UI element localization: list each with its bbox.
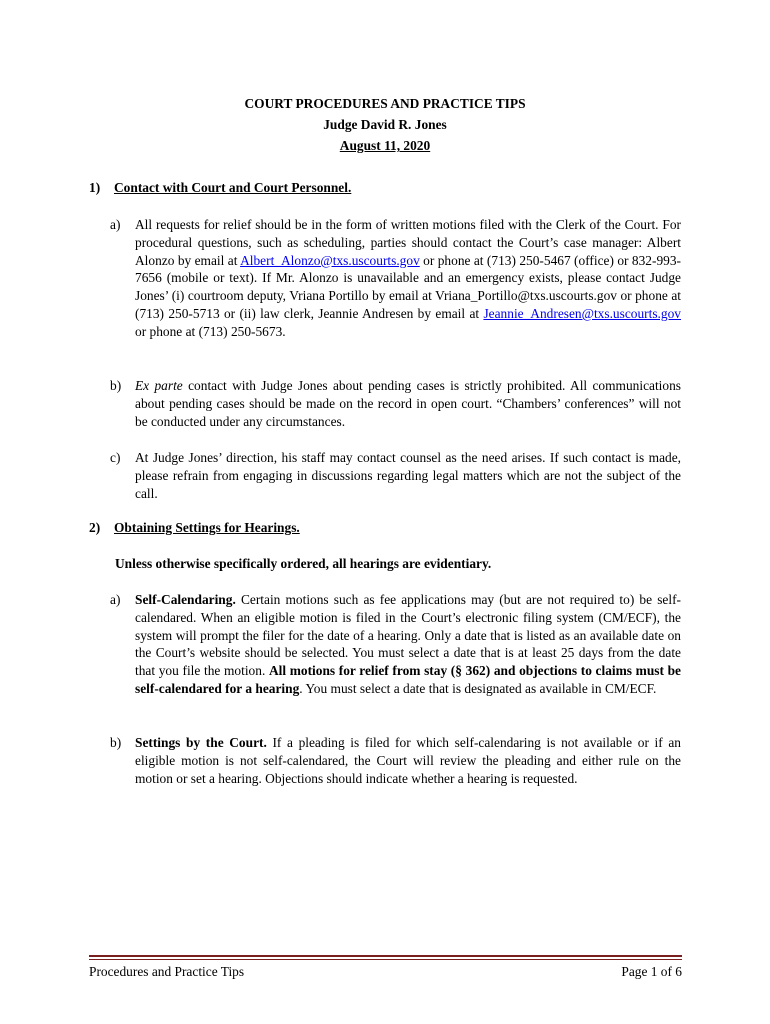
section-1-heading [89,179,689,197]
item-text: or phone at (713) 250-5467 (office) or 832-993-7656 (mobile or text). If Mr. Alonzo is unavailable and an emergency exists, please contact Judge Jones’ (i) courtroom deputy, Vriana Portillo by email at Vriana_Portillo@txs.uscourts.gov or phone at (713) 250-5713 or (ii) law clerk, Jeannie Andresen by email at [135,252,681,321]
item-text: . You must select a date that is designated as available in CM/ECF. [299,680,657,696]
section-2-title: Obtaining Settings for Hearings. [114,520,300,535]
item-text: If a pleading is filed for which self-calendaring is not available or if an eligible motion is not self-calendared, the Court will review the pleading and either rule on the motion or set a hearing. Objections should indicate whether a hearing is requested. [135,735,681,786]
item-body [135,377,681,430]
item-marker: c) [110,450,121,465]
title-block [0,93,770,156]
document-date: August 11, 2020 [339,138,431,153]
section-1-item-c [110,449,681,502]
section-2-item-b [110,734,681,787]
section-2-item-a [110,591,681,698]
page-number: Page 1 of 6 [621,964,682,979]
footer-rule [89,955,682,957]
item-body [135,216,681,341]
item-body [135,734,681,787]
albert-alonzo-email-link[interactable]: Albert_Alonzo@txs.uscourts.gov [240,252,420,268]
section-1-number: 1) [89,180,101,195]
settings-by-court-lead: Settings by the Court. [135,735,267,750]
item-marker: b) [110,378,122,393]
item-text: All requests for relief should be in the form of written motions filed with the Clerk of the Court. For procedural questions, such as scheduling, parties should contact the Court’s case manager: Albert Alonzo by email at [135,217,681,268]
item-text: Certain motions such as fee applications may (but are not required to) be self-calendared. When an eligible motion is filed in the Court’s electronic filing system (CM/ECF), the system will prompt the filer for the date of a hearing. Only a date that is listed as an available date on the Court’s website should be selected. You must select a date that is at least 25 days from the date that you file the motion. [135,592,681,679]
stay-motions-notice: All motions for relief from stay (§ 362) and objections to claims must be self-calendared for a hearing [135,663,681,696]
judge-name: Judge David R. Jones [323,117,447,132]
footer-rule-thin [89,959,682,960]
section-1-title: Contact with Court and Court Personnel. [114,180,352,195]
section-1-item-a [110,216,681,341]
item-marker: a) [110,217,121,232]
footer-title: Procedures and Practice Tips [89,964,245,979]
section-1-item-b [110,377,681,430]
item-marker: a) [110,592,121,607]
ex-parte-italic: Ex parte [135,378,183,393]
item-text: or phone at (713) 250-5673. [135,323,286,339]
evidentiary-notice: Unless otherwise specifically ordered, all hearings are evidentiary. [115,556,492,571]
section-2-number: 2) [89,520,101,535]
item-text: contact with Judge Jones about pending cases is strictly prohibited. All communications about pending cases should be made on the record in open court. “Chambers’ conferences” will not be conducted under any circumstances. [135,378,681,429]
document-title: COURT PROCEDURES AND PRACTICE TIPS [244,96,526,111]
item-body: At Judge Jones’ direction, his staff may contact counsel as the need arises. If such contact is made, please refrain from engaging in discussions regarding legal matters which are not the subject of the call. [135,450,681,501]
item-body [135,591,681,698]
item-marker: b) [110,735,122,750]
self-calendaring-lead: Self-Calendaring. [135,592,236,607]
jeannie-andresen-email-link[interactable]: Jeannie_Andresen@txs.uscourts.gov [483,305,681,321]
section-2-heading [89,519,689,537]
